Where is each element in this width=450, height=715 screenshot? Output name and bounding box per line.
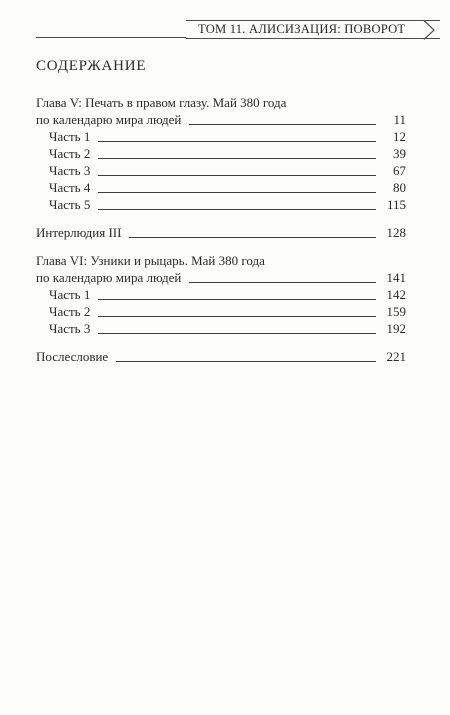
page-number: 67 — [393, 163, 406, 178]
page-number: 128 — [386, 225, 406, 240]
leader-line — [98, 175, 376, 176]
leader-line — [98, 316, 376, 317]
toc-entry-label: Часть 1 — [49, 287, 91, 302]
page-number: 221 — [386, 349, 406, 364]
leader-line — [98, 209, 376, 210]
leader-line — [98, 192, 376, 193]
page-number: 11 — [393, 112, 406, 127]
toc-entry-ch5-part-4[interactable] — [36, 179, 406, 196]
toc-entry-ch6-part-1[interactable] — [36, 286, 406, 303]
page-number: 39 — [393, 146, 406, 161]
page-number: 12 — [393, 129, 406, 144]
page-number: 115 — [386, 197, 406, 212]
toc-entry-label: Часть 4 — [49, 180, 91, 195]
page-number: 80 — [393, 180, 406, 195]
page-number: 192 — [386, 321, 406, 336]
arrow-end-icon — [422, 20, 438, 40]
toc-entry-label: по календарю мира людей — [36, 270, 182, 285]
leader-line — [98, 158, 376, 159]
toc-entry-chapter-5[interactable] — [36, 111, 406, 128]
spacer — [36, 241, 406, 252]
toc-entry-label: Часть 3 — [49, 321, 91, 336]
leader-line — [189, 124, 376, 125]
running-head — [36, 20, 428, 42]
chapter-6-title: Глава VI: Узники и рыцарь. Май 380 года — [36, 253, 265, 268]
toc-entry-label: Часть 5 — [49, 197, 91, 212]
leader-line — [189, 282, 376, 283]
toc-entry-chapter-6[interactable] — [36, 269, 406, 286]
toc-entry-ch6-part-3[interactable] — [36, 320, 406, 337]
toc-entry-label: по календарю мира людей — [36, 112, 182, 127]
chapter-5-title: Глава V: Печать в правом глазу. Май 380 года — [36, 95, 287, 110]
spacer — [36, 213, 406, 224]
leader-line — [98, 299, 376, 300]
toc-entry-label: Интерлюдия III — [36, 225, 122, 240]
page-number: 142 — [386, 287, 406, 302]
toc-entry-label: Часть 1 — [49, 129, 91, 144]
page-number: 141 — [386, 270, 406, 285]
toc-entry-afterword[interactable] — [36, 348, 406, 365]
toc-entry-ch5-part-3[interactable] — [36, 162, 406, 179]
leader-line — [98, 333, 376, 334]
toc-heading: СОДЕРЖАНИЕ — [36, 58, 147, 74]
toc-entry-interlude[interactable] — [36, 224, 406, 241]
running-head-title: ТОМ 11. АЛИСИЗАЦИЯ: ПОВОРОТ — [186, 20, 440, 39]
leader-line — [98, 141, 376, 142]
toc-entry-label: Часть 2 — [49, 146, 91, 161]
spacer — [36, 337, 406, 348]
leader-line — [129, 237, 376, 238]
toc-entry-ch6-part-2[interactable] — [36, 303, 406, 320]
toc-entry-label: Послесловие — [36, 349, 109, 364]
page-number: 159 — [386, 304, 406, 319]
toc-entry-ch5-part-1[interactable] — [36, 128, 406, 145]
running-head-rule — [36, 37, 186, 38]
table-of-contents — [36, 94, 406, 365]
toc-entry-label: Часть 2 — [49, 304, 91, 319]
toc-entry-label: Часть 3 — [49, 163, 91, 178]
toc-entry-ch5-part-2[interactable] — [36, 145, 406, 162]
leader-line — [116, 361, 376, 362]
toc-entry-ch5-part-5[interactable] — [36, 196, 406, 213]
